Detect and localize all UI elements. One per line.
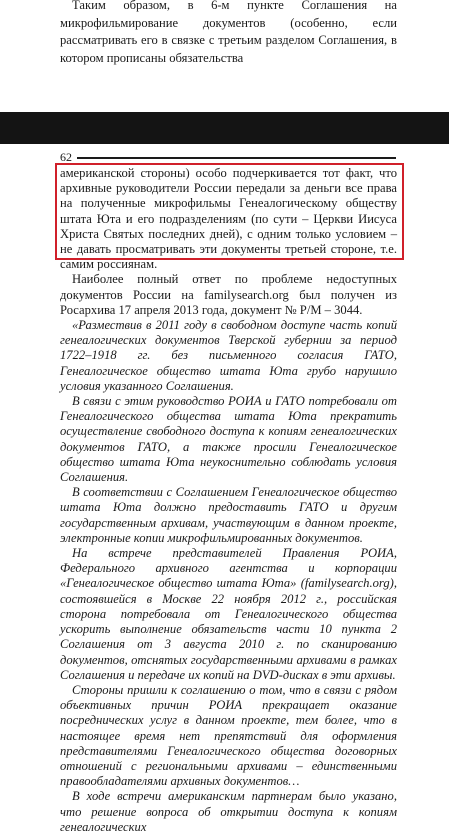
page-number: 62	[60, 150, 72, 164]
page-body	[60, 166, 397, 835]
quote-paragraph-5: Стороны пришли к соглашению о том, что в связи с рядом объективных причин РОИА прекращает оказание посреднических услуг в данном проекте, тем более, что в настоящее время нет препятствий для оформления представителями Генеалогического общества договорных отношений с региональными архивами – единственными правообладателями архивных документов…	[60, 682, 397, 789]
previous-page-fragment	[0, 0, 449, 112]
quote-paragraph-6: В ходе встречи американским партнерам было указано, что решение вопроса об открытии доступа к копиям генеалогических	[60, 789, 397, 834]
quote-paragraph-4: На встрече представителей Правления РОИА, Федерального архивного агентства и корпорации «Генеалогическое общество штата Юта» (familysearch.org), состоявшейся в Москве 22 ноября 2012 г., российская сторона потребовала от Генеалогического общества ускорить выполнение обязательств части 10 пункта 2 Соглашения от 3 августа 2010 г. по сканированию документов, отснятых государственными архивами в рамках Соглашения и передаче их копий на DVD-дисках в эти архивы.	[60, 546, 397, 682]
quote-paragraph-2: В связи с этим руководство РОИА и ГАТО потребовали от Генеалогического общества штата Юта прекратить осуществление свободного доступа к копиям генеалогических документов ГАТО, а также просили Генеалогическое общество штата Юта неукоснительно соблюдать условия Соглашения.	[60, 394, 397, 485]
highlight-annotation-box	[55, 163, 404, 260]
quote-paragraph-1: «Размествив в 2011 году в свободном доступе часть копий генеалогических документов Тверской губернии за период 1722–1918 гг. без письменного согласия ГАТО, Генеалогическое общество штата Юта грубо нарушило условия указанного Соглашения.	[60, 318, 397, 393]
paragraph-2: Наиболее полный ответ по проблеме недоступных документов России на familysearch.org был получен из Росархива 17 апреля 2013 года, документ № Р/М – 3044.	[60, 272, 397, 317]
page-gap	[0, 112, 449, 144]
quote-paragraph-3: В соответствии с Соглашением Генеалогическое общество штата Юта должно предоставить ГАТО и другим государственным архивам, участвующим в данном проекте, электронные копии микрофильмированных документов.	[60, 485, 397, 545]
paragraph-1: американской стороны) особо подчеркивается тот факт, что архивные руководители России передали за деньги все права на полученные микрофильмы Генеалогическому обществу штата Юта и его подразделениям (по сути – Церкви Иисуса Христа Святых последних дней), с одним только условием – не давать просматривать эти документы третьей стороне, т.е. самим россиянам.	[60, 166, 397, 272]
header-rule	[77, 157, 396, 159]
previous-page-paragraph: Таким образом, в 6-м пункте Соглашения на микрофильмирование документов (особенно, если рассматривать его в связке с третьим разделом Соглашения, в котором прописаны обязательства	[60, 0, 397, 65]
